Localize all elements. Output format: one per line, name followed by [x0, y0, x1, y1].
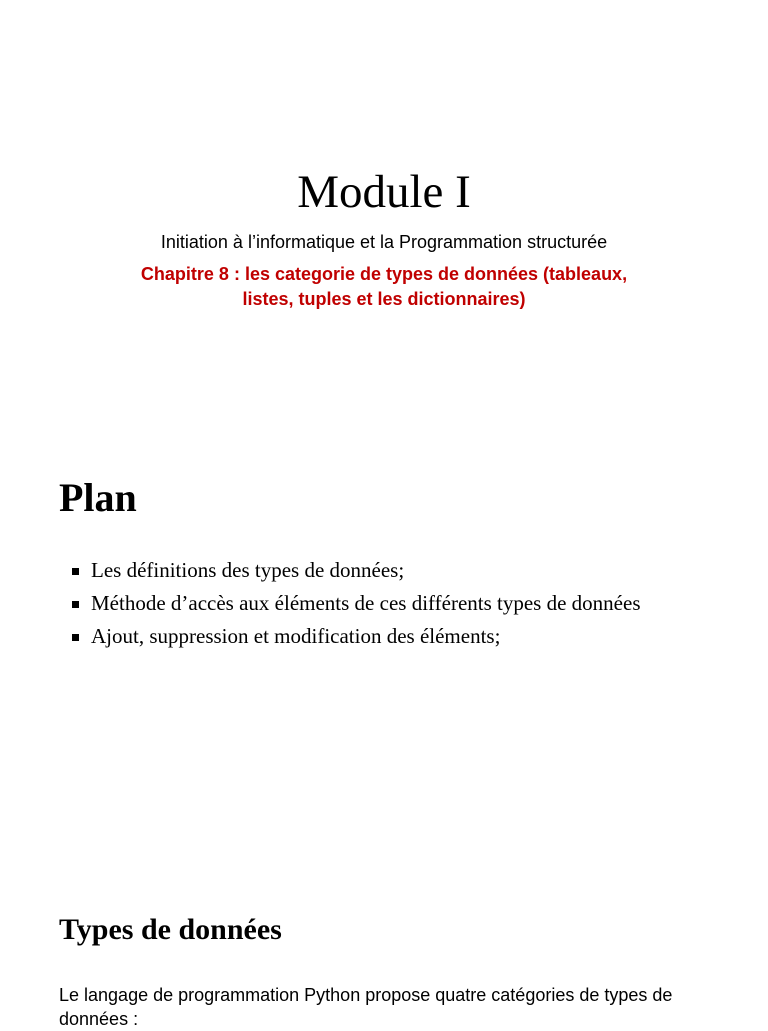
- square-bullet-icon: [72, 601, 79, 608]
- module-subtitle: Initiation à l’informatique et la Programmation structurée: [160, 232, 608, 252]
- module-title: Module I: [297, 166, 471, 218]
- plan-item-text: Les définitions des types de données;: [91, 558, 405, 582]
- plan-item-text: Ajout, suppression et modification des éléments;: [91, 624, 501, 648]
- chapter-title-line2: listes, tuples et les dictionnaires): [242, 289, 526, 309]
- chapter-title: [84, 262, 684, 312]
- plan-item: [72, 589, 712, 617]
- chapter-title-line1: Chapitre 8 : les categorie de types de données (tableaux,: [140, 264, 628, 284]
- title-slide: [0, 0, 768, 440]
- plan-item: [72, 556, 712, 584]
- square-bullet-icon: [72, 634, 79, 641]
- plan-item: [72, 622, 712, 650]
- plan-title: Plan: [59, 475, 137, 520]
- plan-item-text: Méthode d’accès aux éléments de ces différents types de données: [91, 591, 641, 615]
- square-bullet-icon: [72, 568, 79, 575]
- plan-list: [72, 556, 712, 655]
- types-intro-text: Le langage de programmation Python propose quatre catégories de types de données :: [59, 985, 673, 1029]
- types-title: Types de données: [59, 913, 282, 946]
